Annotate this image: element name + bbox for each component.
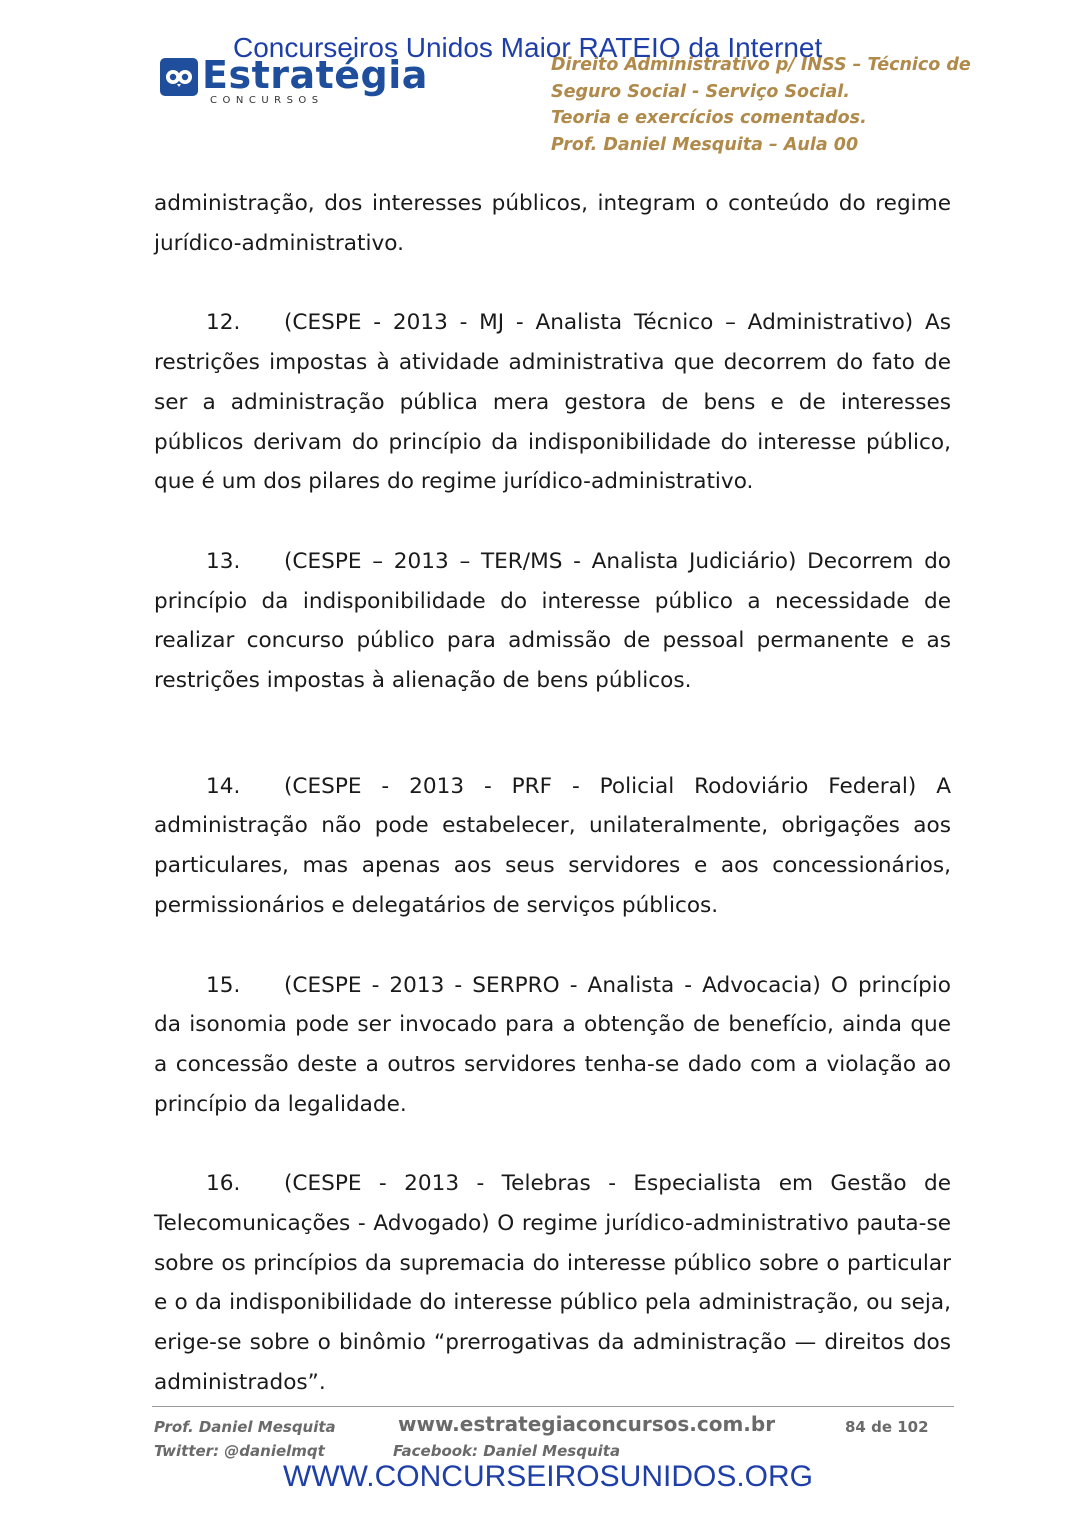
- footer-website-link[interactable]: www.estrategiaconcursos.com.br: [398, 1412, 776, 1436]
- owl-icon: [160, 58, 198, 96]
- question-text: (CESPE - 2013 - SERPRO - Analista - Advocacia) O princípio da isonomia pode ser invocado para a obtenção de benefício, ainda que a concessão deste a outros servidores tenha-se dado com a violação ao princípio da legalidade.: [154, 972, 951, 1117]
- footer-twitter: Twitter: @danielmqt: [154, 1442, 325, 1460]
- course-line: Prof. Daniel Mesquita – Aula 00: [551, 134, 859, 155]
- page-body: [154, 184, 951, 1403]
- question-16: [154, 1164, 951, 1402]
- intro-paragraph: administração, dos interesses públicos, integram o conteúdo do regime jurídico-administrativo.: [154, 191, 951, 256]
- question-text: (CESPE - 2013 - Telebras - Especialista em Gestão de Telecomunicações - Advogado) O regime jurídico-administrativo pauta-se sobre os princípios da supremacia do interesse público sobre o particular e o da indisponibilidade do interesse público pela administração, ou seja, erige-se sobre o binômio “prerrogativas da administração — direitos dos administrados”.: [154, 1171, 951, 1395]
- question-text: (CESPE – 2013 – TER/MS - Analista Judiciário) Decorrem do princípio da indisponibilidade do interesse público a necessidade de realizar concurso público para admissão de pessoal permanente e as restrições impostas à alienação de bens públicos.: [154, 548, 951, 694]
- question-text: (CESPE - 2013 - MJ - Analista Técnico – Administrativo) As restrições impostas à atividade administrativa que decorrem do fato de ser a administração pública mera gestora de bens e de interesses públicos derivam do princípio da indisponibilidade do interesse público, que é um dos pilares do regime jurídico-administrativo.: [154, 310, 951, 495]
- question-14: [154, 767, 951, 926]
- question-number: 13.: [206, 548, 241, 574]
- concurseiros-watermark-link[interactable]: WWW.CONCURSEIROSUNIDOS.ORG: [283, 1460, 813, 1493]
- question-13: [154, 542, 951, 701]
- course-line: Direito Administrativo p/ INSS – Técnico de: [551, 55, 971, 75]
- logo-subtitle: CONCURSOS: [210, 95, 324, 106]
- course-line: Teoria e exercícios comentados.: [551, 108, 867, 128]
- question-number: 16.: [206, 1171, 241, 1197]
- footer-professor: Prof. Daniel Mesquita: [154, 1418, 336, 1436]
- course-line: Seguro Social - Serviço Social.: [551, 81, 850, 102]
- question-number: 14.: [206, 773, 241, 799]
- question-text: (CESPE - 2013 - PRF - Policial Rodoviário Federal) A administração não pode estabelecer, unilateralmente, obrigações aos particulares, mas apenas aos seus servidores e aos concessionários, permissionários e delegatários de serviços públicos.: [154, 773, 951, 918]
- rateio-overlay-title: Concurseiros Unidos Maior RATEIO da Internet: [233, 32, 823, 63]
- logo-name: Estratégia: [202, 53, 428, 97]
- footer-divider: [152, 1406, 954, 1407]
- footer-facebook: Facebook: Daniel Mesquita: [393, 1442, 621, 1460]
- page-number: 84 de 102: [845, 1418, 929, 1436]
- page-header: [0, 0, 1080, 170]
- question-15: [154, 966, 951, 1125]
- question-number: 15.: [206, 972, 241, 998]
- question-number: 12.: [206, 310, 241, 336]
- question-12: [154, 303, 951, 502]
- course-info: [551, 52, 991, 158]
